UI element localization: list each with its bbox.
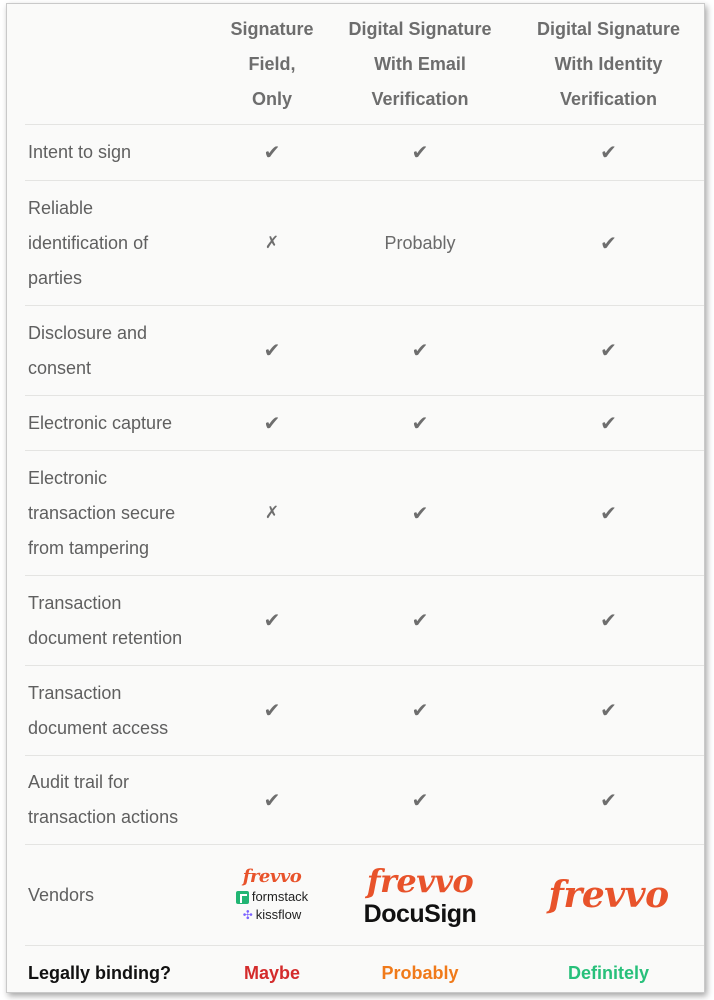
legally-binding-label: Legally binding? bbox=[28, 962, 171, 983]
check-icon: ✔ bbox=[263, 142, 281, 164]
check-icon: ✔ bbox=[600, 700, 617, 722]
formstack-logo bbox=[236, 888, 308, 906]
table-row bbox=[25, 181, 704, 306]
row-label-line: Electronic bbox=[28, 467, 108, 488]
kissflow-icon: ✣ bbox=[242, 908, 253, 922]
docusign-logo: DocuSign bbox=[363, 899, 477, 928]
header-line: Digital Signature bbox=[348, 18, 492, 39]
check-icon: ✔ bbox=[600, 502, 617, 525]
frevvo-logo: frevvo bbox=[366, 861, 474, 900]
formstack-icon bbox=[236, 891, 249, 904]
table-row bbox=[25, 451, 704, 576]
table-row bbox=[25, 396, 704, 451]
check-icon: ✔ bbox=[411, 610, 429, 632]
header-line: With Email bbox=[374, 53, 466, 74]
header-line: Field, bbox=[248, 53, 296, 74]
row-label-line: identification of bbox=[28, 232, 149, 253]
row-label-line: parties bbox=[28, 267, 83, 288]
row-label-line: consent bbox=[28, 357, 92, 378]
table-header-row bbox=[25, 4, 704, 125]
header-line: Signature bbox=[230, 18, 314, 39]
row-label-line: document retention bbox=[28, 627, 183, 648]
check-icon: ✔ bbox=[411, 340, 429, 362]
header-line: Digital Signature bbox=[536, 18, 680, 39]
header-line: With Identity bbox=[554, 53, 663, 74]
formstack-name: formstack bbox=[251, 889, 309, 904]
header-line: Verification bbox=[371, 88, 469, 109]
check-icon: ✔ bbox=[411, 700, 429, 722]
row-label-line: Electronic capture bbox=[28, 412, 173, 433]
row-label bbox=[25, 316, 217, 386]
row-label-line: Transaction bbox=[28, 682, 122, 703]
row-label-line: transaction actions bbox=[28, 807, 179, 827]
row-label-line: Audit trail for bbox=[28, 772, 130, 792]
row-label bbox=[25, 586, 217, 656]
check-icon: ✔ bbox=[600, 232, 617, 255]
legally-binding-row bbox=[25, 946, 704, 1000]
check-icon: ✔ bbox=[263, 610, 281, 632]
cross-icon: ✗ bbox=[264, 233, 280, 252]
row-label bbox=[25, 676, 217, 746]
header-identity-verification bbox=[513, 12, 704, 117]
row-label-line: Disclosure and bbox=[28, 322, 148, 343]
comparison-card bbox=[6, 3, 705, 993]
row-label bbox=[25, 765, 217, 835]
row-label-line: transaction secure bbox=[28, 502, 176, 523]
check-icon: ✔ bbox=[600, 610, 617, 632]
row-label bbox=[25, 406, 217, 441]
check-icon: ✔ bbox=[263, 412, 281, 435]
row-label-line: Reliable bbox=[28, 197, 94, 218]
check-icon: ✔ bbox=[263, 789, 281, 812]
vendor-logo-stack bbox=[327, 862, 513, 929]
check-icon: ✔ bbox=[411, 502, 429, 525]
check-icon: ✔ bbox=[600, 142, 617, 164]
check-icon: ✔ bbox=[411, 789, 429, 812]
binding-definitely: Definitely bbox=[567, 962, 650, 983]
binding-maybe: Maybe bbox=[243, 962, 301, 983]
kissflow-name: kissflow bbox=[255, 907, 302, 922]
header-line: Only bbox=[251, 88, 292, 109]
check-icon: ✔ bbox=[263, 700, 281, 722]
frevvo-logo: frevvo bbox=[242, 866, 302, 887]
cell-value: Probably bbox=[384, 232, 456, 253]
row-label-line: Transaction bbox=[28, 592, 122, 613]
row-label bbox=[25, 135, 217, 170]
vendors-col2 bbox=[327, 862, 513, 929]
row-label bbox=[25, 191, 217, 296]
vendors-col1 bbox=[217, 866, 327, 924]
check-icon: ✔ bbox=[411, 412, 429, 435]
header-signature-field-only bbox=[217, 12, 327, 117]
header-email-verification bbox=[327, 12, 513, 117]
frevvo-logo: frevvo bbox=[548, 874, 669, 916]
binding-probably: Probably bbox=[381, 962, 459, 983]
check-icon: ✔ bbox=[600, 340, 617, 362]
row-label-line: from tampering bbox=[28, 537, 150, 558]
row-label bbox=[25, 461, 217, 566]
table-row bbox=[25, 306, 704, 396]
table-row bbox=[25, 125, 704, 181]
vendors-label: Vendors bbox=[28, 884, 95, 905]
comparison-table bbox=[25, 4, 704, 1000]
header-line: Verification bbox=[559, 88, 658, 109]
table-row bbox=[25, 756, 704, 845]
cross-icon: ✗ bbox=[264, 503, 280, 522]
vendors-col3 bbox=[513, 873, 704, 917]
vendors-row bbox=[25, 845, 704, 946]
table-row bbox=[25, 666, 704, 756]
kissflow-logo bbox=[243, 906, 302, 924]
check-icon: ✔ bbox=[600, 412, 617, 435]
row-label-line: Intent to sign bbox=[28, 142, 132, 162]
check-icon: ✔ bbox=[263, 340, 281, 362]
check-icon: ✔ bbox=[600, 789, 617, 812]
check-icon: ✔ bbox=[411, 142, 429, 164]
vendor-logo-stack bbox=[217, 866, 327, 924]
row-label-line: document access bbox=[28, 717, 169, 738]
table-row bbox=[25, 576, 704, 666]
